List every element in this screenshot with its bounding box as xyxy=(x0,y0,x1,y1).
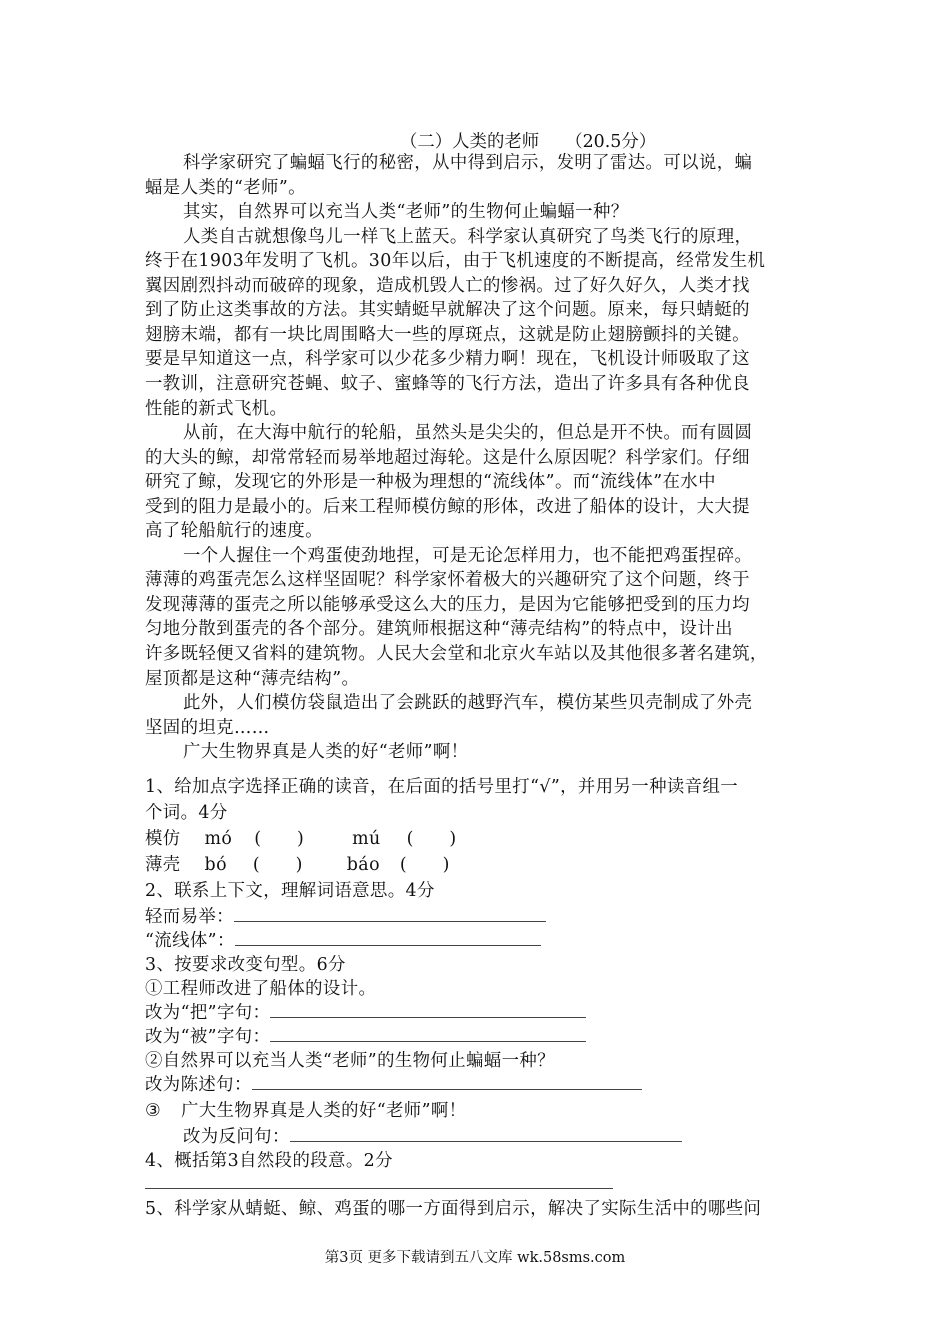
answer-blank[interactable] xyxy=(145,1188,613,1189)
q1-row xyxy=(145,826,457,852)
circled-number: ③ xyxy=(145,1101,161,1121)
passage-line: 人类自古就想像鸟儿一样飞上蓝天。科学家认真研究了鸟类飞行的原理， xyxy=(183,226,753,247)
passage-line: 的大头的鲸，却常常轻而易举地超过海轮。这是什么原因呢？科学家们。仔细 xyxy=(145,447,750,468)
answer-parens[interactable]: ( ) xyxy=(399,855,450,875)
passage-line: 一个人握住一个鸡蛋使劲地捏，可是无论怎样用力，也不能把鸡蛋捏碎。 xyxy=(183,545,753,566)
passage-line: 薄薄的鸡蛋壳怎么这样坚固呢？科学家怀着极大的兴趣研究了这个问题，终于 xyxy=(145,570,750,591)
passage-line: 坚固的坦克…… xyxy=(145,717,270,738)
q1-prompt-line2: 个词。4分 xyxy=(145,803,228,823)
answer-blank[interactable] xyxy=(270,1026,586,1042)
q1-row xyxy=(145,852,450,878)
answer-blank[interactable] xyxy=(234,906,546,922)
q3-sentence-3 xyxy=(145,1098,466,1124)
passage-line: 高了轮船航行的速度。 xyxy=(145,521,323,542)
passage-line: 许多既轻便又省料的建筑物。人民大会堂和北京火车站以及其他很多著名建筑， xyxy=(145,644,768,664)
answer-blank[interactable] xyxy=(235,930,541,946)
passage-line: 屋顶都是这种“薄壳结构”。 xyxy=(145,668,360,689)
q2-term: “流线体”： xyxy=(145,931,235,951)
passage-line: 受到的阻力是最小的。后来工程师模仿鲸的形体，改进了船体的设计，大大提 xyxy=(145,496,750,517)
pinyin-option: bó xyxy=(204,855,227,875)
passage-line: 要是早知道这一点，科学家可以少花多少精力啊！现在，飞机设计师吸取了这 xyxy=(145,349,750,370)
answer-blank[interactable] xyxy=(270,1002,586,1018)
q3-label: 改为陈述句： xyxy=(145,1075,252,1095)
answer-blank[interactable] xyxy=(252,1074,642,1090)
q3-label: 改为反问句： xyxy=(183,1127,290,1147)
passage-line: 终于在1903年发明了飞机。30年以后，由于飞机速度的不断提高，经常发生机 xyxy=(145,251,766,272)
q3-prompt: 3、按要求改变句型。6分 xyxy=(145,955,346,975)
q1-word: 薄壳 xyxy=(145,855,181,875)
answer-parens[interactable]: ( ) xyxy=(254,829,305,849)
passage-line: 研究了鲸，发现它的外形是一种极为理想的“流线体”。而“流线体”在水中 xyxy=(145,472,716,493)
q3-label: 改为“被”字句： xyxy=(145,1027,271,1047)
passage-line: 蝠是人类的“老师”。 xyxy=(145,177,306,198)
passage-line: 此外，人们模仿袋鼠造出了会跳跃的越野汽车，模仿某些贝壳制成了外壳 xyxy=(183,693,753,714)
page-footer: 第3页 更多下载请到五八文库 wk.58sms.com xyxy=(324,1250,626,1266)
passage-line: 从前，在大海中航行的轮船，虽然头是尖尖的，但总是开不快。而有圆圆 xyxy=(183,423,753,444)
q2-item xyxy=(145,904,546,930)
q4-prompt: 4、概括第3自然段的段意。2分 xyxy=(145,1151,393,1171)
q2-term: 轻而易举： xyxy=(145,907,234,927)
q5-prompt: 5、科学家从蜻蜓、鲸、鸡蛋的哪一方面得到启示，解决了实际生活中的哪些问 xyxy=(145,1199,762,1219)
q2-prompt: 2、联系上下文，理解词语意思。4分 xyxy=(145,881,435,901)
passage-line: 科学家研究了蝙蝠飞行的秘密，从中得到启示，发明了雷达。可以说，蝙 xyxy=(183,153,753,173)
q3-sentence-1: ①工程师改进了船体的设计。 xyxy=(145,979,377,999)
answer-parens[interactable]: ( ) xyxy=(252,855,303,875)
q3-item xyxy=(145,1072,642,1098)
q3-sentence-2: ②自然界可以充当人类“老师”的生物何止蝙蝠一种？ xyxy=(145,1051,555,1071)
passage-line: 一教训，注意研究苍蝇、蚊子、蜜蜂等的飞行方法，造出了许多具有各种优良 xyxy=(145,373,750,394)
q3-item xyxy=(145,1024,586,1050)
q1-word: 模仿 xyxy=(145,829,181,849)
q2-item xyxy=(145,928,541,954)
passage-line: 翅膀末端，都有一块比周围略大一些的厚斑点，这就是防止翅膀颤抖的关键。 xyxy=(145,324,750,345)
passage-line: 翼因剧烈抖动而破碎的现象，造成机毁人亡的惨祸。过了好久好久，人类才找 xyxy=(145,275,750,296)
q1-prompt-line1: 1、给加点字选择正确的读音，在后面的括号里打“√”，并用另一种读音组一 xyxy=(145,777,739,797)
passage-line: 其实，自然界可以充当人类“老师”的生物何止蝙蝠一种？ xyxy=(183,202,629,223)
passage-line: 匀地分散到蛋壳的各个部分。建筑师根据这种“薄壳结构”的特点中，设计出 xyxy=(145,619,733,640)
pinyin-option: mó xyxy=(204,829,233,849)
passage-line: 发现薄薄的蛋壳之所以能够承受这么大的压力，是因为它能够把受到的压力均 xyxy=(145,594,750,615)
passage-line: 性能的新式飞机。 xyxy=(145,398,288,419)
answer-blank[interactable] xyxy=(290,1126,682,1142)
pinyin-option: báo xyxy=(346,855,380,875)
answer-parens[interactable]: ( ) xyxy=(406,829,457,849)
section-title: （二）人类的老师 （20.5分） xyxy=(400,132,657,152)
passage-line: 广大生物界真是人类的好“老师”啊！ xyxy=(183,742,469,763)
q3-item xyxy=(145,1000,586,1026)
pinyin-option: mú xyxy=(352,829,381,849)
passage-line: 到了防止这类事故的方法。其实蜻蜓早就解决了这个问题。原来，每只蜻蜓的 xyxy=(145,300,750,321)
q3-sentence-3-text: 广大生物界真是人类的好“老师”啊！ xyxy=(181,1101,467,1121)
q3-item xyxy=(183,1124,682,1150)
q3-label: 改为“把”字句： xyxy=(145,1003,271,1023)
